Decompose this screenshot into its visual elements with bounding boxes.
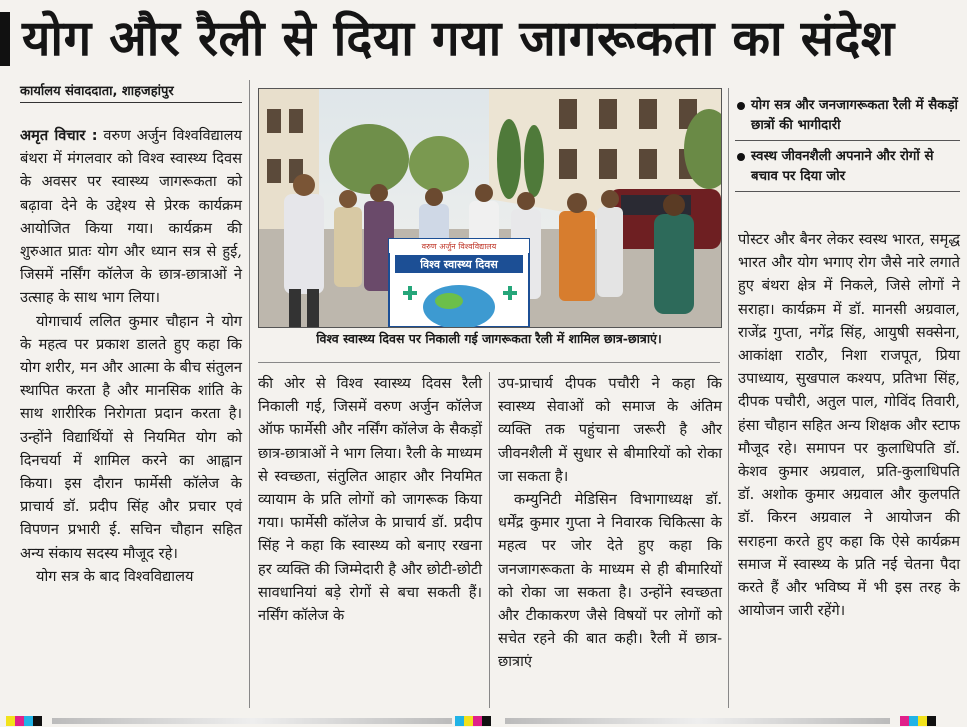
color-swatch [909,716,918,726]
column-3-para-1: उप-प्राचार्य दीपक पचौरी ने कहा कि स्वास्थ्य सेवाओं को समाज के अंतिम व्यक्ति तक पहुंचाना जरूरी है और जीवनशैली में सुधार से बीमारियों को रोका जा सकता है। [498,375,722,485]
headline: योग और रैली से दिया गया जागरूकता का संदेश [22,10,895,67]
byline: कार्यालय संवाददाता, शाहजहांपुर [20,81,242,103]
bullet-icon [737,102,745,110]
column-divider [489,372,490,708]
bullet-icon [737,153,745,161]
highlight-text: योग सत्र और जनजागरूकता रैली में सैकड़ों छात्रों की भागीदारी [751,98,959,133]
color-swatch [900,716,909,726]
color-swatch [6,716,15,726]
column-4 [738,228,960,622]
color-swatch [455,716,464,726]
photo-caption: विश्व स्वास्थ्य दिवस पर निकाली गई जागरूकता रैली में शामिल छात्र-छात्राएं। [316,331,662,346]
banner-top-text: वरुण अर्जुन विश्वविद्यालय [421,242,497,251]
color-swatch [464,716,473,726]
color-swatch [927,716,936,726]
column-divider [728,88,729,708]
column-2-text: की ओर से विश्व स्वास्थ्य दिवस रैली निकाली गई, जिसमें वरुण अर्जुन कॉलेज ऑफ फार्मेसी और नर्सिंग कॉलेज के सैकड़ों छात्र-छात्राओं ने भाग लिया। रैली के माध्यम से स्वच्छता, संतुलित आहार और नियमित व्यायाम के प्रति लोगों को जागरूक किया गया। फार्मेसी कॉलेज के प्राचार्य डॉ. प्रदीप सिंह ने कहा कि स्वास्थ्य को बनाए रखना हर व्यक्ति की जिम्मेदारी है और छोटी-छोटी सावधानियां बड़े रोगों से बचा सकती हैं। नर्सिंग कॉलेज के [258,375,482,625]
highlight-item [735,147,960,192]
column-1-text-1: वरुण अर्जुन विश्वविद्यालय बंथरा में मंगलवार को विश्व स्वास्थ्य दिवस के अवसर पर स्वास्थ्य जागरूकता को बढ़ावा देने के उद्देश्य से प्रेरक कार्यक्रम आयोजित किया गया। कार्यक्रम की शुरुआत प्रातः योग और ध्यान सत्र से हुई, जिसमें नर्सिंग कॉलेज के छात्र-छात्राओं ने उत्साह के साथ भाग लिया। [20,127,243,307]
column-3 [498,372,722,674]
highlight-text: स्वस्थ जीवनशैली अपनाने और रोगों से बचाव पर दिया जोर [751,149,934,184]
color-swatch [482,716,491,726]
column-divider [249,80,250,708]
color-swatch [24,716,33,726]
dateline: अमृत विचार : [20,127,98,144]
headline-bar [0,12,10,66]
column-1-para-2: योगाचार्य ललित कुमार चौहान ने योग के महत्व पर प्रकाश डालते हुए कहा कि योग शरीर, मन और आत्मा के बीच संतुलन स्थापित करता है और मानसिक शांति के साथ शारीरिक निरोगता प्रदान करता है। उन्होंने विद्यार्थियों से नियमित योग को दिनचर्या में शामिल करने का आह्वान किया। इस दौरान फार्मेसी कॉलेज के प्राचार्य डॉ. प्रदीप सिंह और प्रचार एवं विपणन प्रभारी ई. सचिन चौहान सहित अन्य संकाय सदस्य मौजूद रहे। [20,312,242,562]
banner-main-text: विश्व स्वास्थ्य दिवस [420,258,498,271]
print-bar [505,718,890,724]
color-swatch [15,716,24,726]
column-1-para-3: योग सत्र के बाद विश्वविद्यालय [36,567,194,585]
caption-rule [258,362,720,363]
highlight-item [735,96,960,141]
rally-photo [258,88,722,328]
print-bar [52,718,452,724]
color-swatch [918,716,927,726]
color-swatch [33,716,42,726]
column-4-text: पोस्टर और बैनर लेकर स्वस्थ भारत, समृद्ध भारत और योग भगाए रोग जैसे नारे लगाते हुए बंथरा क्षेत्र में निकले, जिसे लोगों ने सराहा। कार्यक्रम में डॉ. मानसी अग्रवाल, राजेंद्र गुप्ता, नगेंद्र सिंह, आयुषी सक्सेना, आकांक्षा राठौर, निशा राजपूत, प्रिया उपाध्याय, सुखपाल कश्यप, प्रतिभा सिंह, दीपक पचौरी, अतुल पाल, गोविंद तिवारी, हंसा चौहान सहित अन्य शिक्षक और स्टाफ मौजूद रहे। समापन पर कुलाधिपति डॉ. केशव कुमार अग्रवाल, प्रति-कुलाधिपति डॉ. अशोक कुमार अग्रवाल और कुलपति डॉ. किरन अग्रवाल ने आयोजन की सराहना करते हुए कहा कि ऐसे कार्यक्रम समाज में स्वास्थ्य के प्रति नई चेतना पैदा करते हैं और भविष्य में भी इस तरह के आयोजन जारी रहेंगे। [738,231,960,620]
column-1 [20,124,242,588]
column-3-para-2: कम्युनिटी मेडिसिन विभागाध्यक्ष डॉ. धर्मेंद्र कुमार गुप्ता ने निवारक चिकित्सा के महत्व पर जोर देते हुए कहा कि जनजागरूकता के माध्यम से ही बीमारियों को रोका जा सकता है। उन्होंने स्वच्छता और टीकाकरण जैसे विषयों पर लोगों को सचेत रहने की बात कही। रैली में छात्र-छात्राएं [498,491,722,671]
column-1-para-1 [20,124,242,310]
headline-block [0,0,967,80]
column-2 [258,372,482,627]
color-swatch [473,716,482,726]
highlights-box [735,96,960,198]
